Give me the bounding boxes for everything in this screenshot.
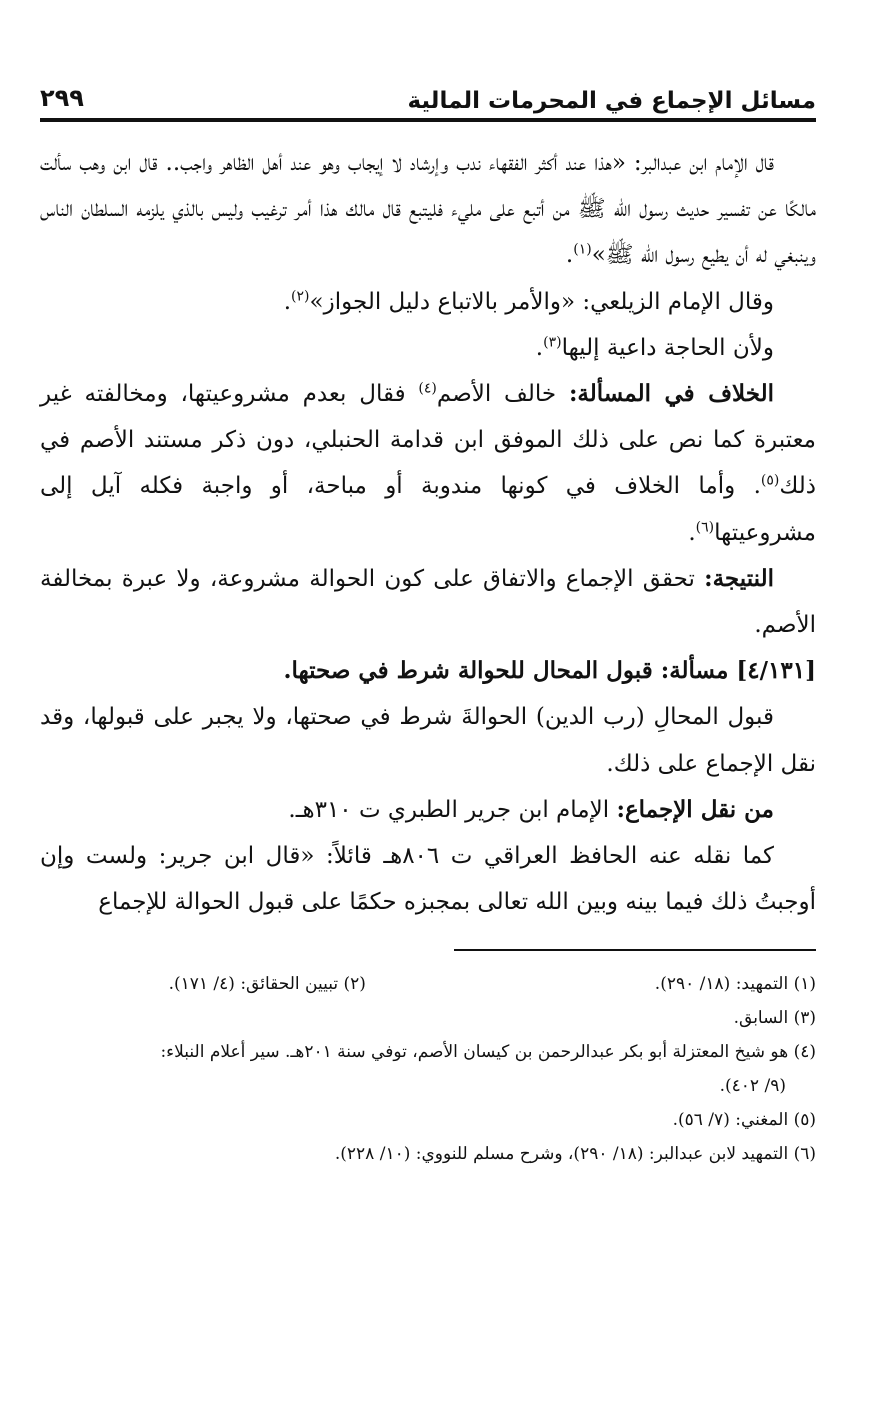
footnote-ref: (٤) [418, 380, 437, 397]
footnote-ref: (٣) [543, 334, 562, 351]
paragraph-text: ولأن الحاجة داعية إليها [561, 334, 774, 361]
paragraph-text: قال الإمام ابن عبدالبر: «هذا عند أكثر الفقهاء ندب وإرشاد لا إيجاب وهو عند أهل الظاهر واجب.. قال ابن وهب سألت مالكًا عن تفسير حديث رسول الله ﷺ من أتبع على مليء فليتبع قال مالك هذا أمر ترغيب وليس بالذي يلزمه السلطان الناس وينبغي له أن يطيع رسول الله ﷺ» [40, 150, 816, 269]
section-label: من نقل الإجماع: [616, 795, 774, 823]
footnote-5: (٥) المغني: (٧/ ٥٦). [672, 1110, 816, 1131]
footnote-ref: (٥) [760, 472, 780, 489]
paragraph-acceptance: قبول المحالِ (رب الدين) الحوالةَ شرط في صحتها، ولا يجبر على قبولها، وقد نقل الإجماع على ذلك. [40, 704, 816, 777]
footnote-ref: (١) [573, 241, 592, 258]
paragraph-text: الإمام ابن جرير الطبري ت ٣١٠هـ. [288, 796, 617, 823]
footnote-6: (٦) التمهيد لابن عبدالبر: (١٨/ ٢٩٠)، وشرح مسلم للنووي: (١٠/ ٢٢٨). [334, 1144, 816, 1165]
footnote-4: (٤) هو شيخ المعتزلة أبو بكر عبدالرحمن بن كيسان الأصم، توفي سنة ٢٠١هـ. سير أعلام النبلاء: [160, 1042, 816, 1063]
footnote-ref: (٢) [291, 287, 310, 304]
paragraph-text: فقال بعدم مشروعيتها، ومخالفته غير معتبرة كما نص على ذلك الموفق ابن قدامة الحنبلي، دون ذكر مستند الأصم في ذلك [40, 381, 816, 500]
page-header [40, 66, 816, 122]
footnotes [40, 967, 816, 1171]
paragraph-zaylai: وقال الإمام الزيلعي: «والأمر بالاتباع دليل الجواز»$^{(٢)}$. [283, 287, 774, 315]
footnote-ref: (٦) [695, 518, 715, 535]
book-page [40, 66, 816, 1171]
paragraph-text: تحقق الإجماع والاتفاق على كون الحوالة مشروعة، ولا عبرة بمخالفة الأصم. [40, 565, 816, 639]
paragraph-need: ولأن الحاجة داعية إليها$^{(٣)}$. [535, 334, 774, 361]
section-label: الخلاف في المسألة: [568, 380, 775, 408]
footnote-divider [454, 949, 816, 951]
running-title: مسائل الإجماع في المحرمات المالية [407, 88, 816, 114]
paragraph-disagreement: الخلاف في المسألة: خالف الأصم$^{(٤)}$ فقال بعدم مشروعيتها، ومخالفته غير معتبرة كما نص على ذلك الموفق ابن قدامة الحنبلي، دون ذكر مستند الأصم في ذلك$^{(٥)}$. وأما الخلاف في كونها مندوبة أو مباحة، أو واجبة فكله آيل إلى مشروعيتها$^{(٦)}$. [40, 380, 816, 546]
paragraph-ibn-abdulbarr: قال الإمام ابن عبدالبر: «هذا عند أكثر الفقهاء ندب وإرشاد لا إيجاب وهو عند أهل الظاهر واجب.. قال ابن وهب سألت مالكًا عن تفسير حديث رسول الله ﷺ من أتبع على مليء فليتبع قال مالك هذا أمر ترغيب وليس بالذي يلزمه السلطان الناس وينبغي له أن يطيع رسول الله ﷺ»$^{(١)}$. [40, 150, 816, 269]
paragraph-iraqi-quote: كما نقله عنه الحافظ العراقي ت ٨٠٦هـ قائلاً: «قال ابن جرير: ولست وإن أوجبتُ ذلك فيما بينه وبين الله تعالى بمجبزه حكمًا على قبول الحوالة للإجماع [40, 843, 816, 916]
paragraph-text: . وأما الخلاف في كونها مندوبة أو مباحة، أو واجبة فكله آيل إلى مشروعيتها [40, 473, 816, 546]
section-label: النتيجة: [704, 564, 774, 592]
paragraph-consensus-source [40, 787, 816, 833]
footnote-row [40, 967, 816, 1001]
footnote-2: (٢) تبيين الحقائق: (٤/ ١٧١). [168, 974, 366, 995]
footnote-4-continued: (٩/ ٤٠٢). [719, 1076, 786, 1097]
main-text [40, 140, 816, 925]
paragraph-text: خالف الأصم [436, 381, 569, 408]
issue-heading: [٤/١٣١] مسألة: قبول المحال للحوالة شرط في صحتها. [283, 657, 816, 685]
paragraph-result [40, 556, 816, 648]
paragraph-text: وقال الإمام الزيلعي: «والأمر بالاتباع دليل الجواز» [309, 288, 774, 315]
footnote-1: (١) التمهيد: (١٨/ ٢٩٠). [654, 974, 816, 995]
footnote-3: (٣) السابق. [733, 1008, 816, 1029]
page-number: ٢٩٩ [40, 84, 84, 112]
